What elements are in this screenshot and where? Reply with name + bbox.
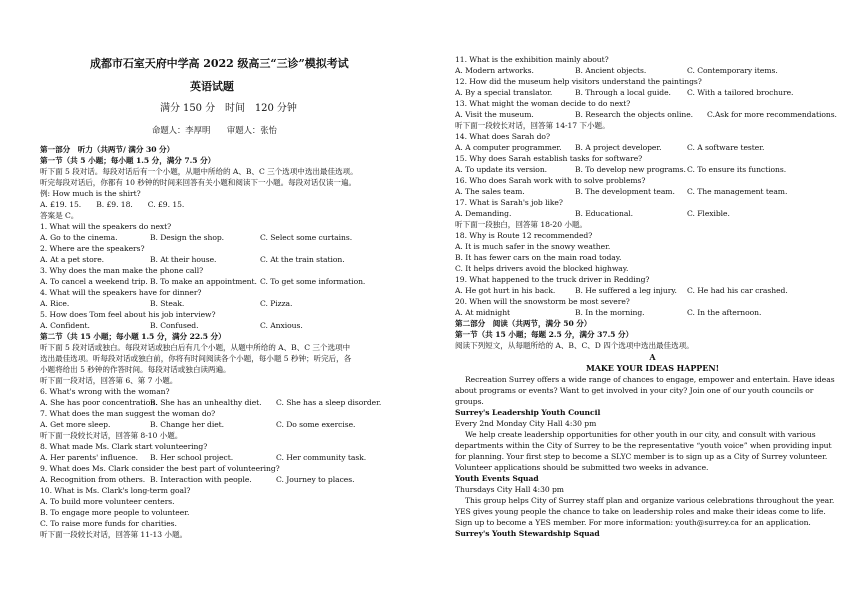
- option-b: B. To engage more people to volunteer.: [40, 508, 190, 517]
- example-question: 例: How much is the shirt?: [40, 189, 141, 198]
- option-c: C. At the train station.: [260, 255, 345, 264]
- option-c: C. It helps drivers avoid the blocked highway.: [455, 264, 629, 273]
- council-text-line: for planning. Your first step to become a SLYC member is to sign up as a City of Surrey volunteer.: [455, 452, 828, 461]
- option-b: B. In the morning.: [575, 308, 645, 317]
- listening-sec1-title: 第一节（共 5 小题；每小题 1.5 分，满分 7.5 分）: [40, 156, 216, 165]
- option-a: A. A computer programmer.: [455, 143, 562, 152]
- council-title: Surrey's Leadership Youth Council: [455, 408, 601, 417]
- option-c: C. To get some information.: [260, 277, 366, 286]
- option-b: B. Confused.: [150, 321, 199, 330]
- subject-title: 英语试题: [190, 80, 234, 93]
- question-stem: 16. Who does Sarah work with to solve problems?: [455, 176, 646, 185]
- option-a: A. At midnight: [455, 308, 511, 317]
- option-a: A. Demanding.: [455, 209, 512, 218]
- option-c: C.Ask for more recommendations.: [707, 110, 837, 119]
- question-stem: 3. Why does the man make the phone call?: [40, 266, 204, 275]
- passage-title: MAKE YOUR IDEAS HAPPEN!: [585, 363, 720, 373]
- option-c: C. Do some exercise.: [276, 420, 356, 429]
- option-c: C. To raise more funds for charities.: [40, 519, 177, 528]
- example-answer: 答案是 C。: [40, 211, 79, 220]
- sec2-instruction-line: 小题将给出 5 秒钟的作答时间。每段对话或独白读两遍。: [40, 365, 231, 374]
- option-a: A. By a special translator.: [455, 88, 553, 97]
- option-c: C. Pizza.: [260, 299, 293, 308]
- option-a: A. It is much safer in the snowy weather.: [455, 242, 611, 251]
- question-stem: 20. When will the snowstorm be most severe?: [455, 297, 630, 306]
- option-b: B. It has fewer cars on the main road today.: [455, 253, 622, 262]
- option-a: A. To build more volunteer centers.: [40, 497, 175, 506]
- listening-part-title: 第一部分 听力（共两节/ 满分 30 分）: [40, 145, 175, 154]
- reading-instruction: 阅读下列短文，从每题所给的 A、B、C、D 四个选项中选出最佳选项。: [455, 341, 694, 350]
- question-stem: 6. What's wrong with the woman?: [40, 387, 170, 396]
- council-text-line: Volunteer applications should be submitted two weeks in advance.: [455, 463, 709, 472]
- option-b: B. A project developer.: [575, 143, 662, 152]
- option-c: C. The management team.: [687, 187, 788, 196]
- passage-intro-line: groups.: [455, 397, 484, 406]
- option-c: C. With a tailored brochure.: [687, 88, 794, 97]
- question-stem: 5. How does Tom feel about his job interview?: [40, 310, 216, 319]
- squad-title: Youth Events Squad: [455, 474, 539, 483]
- question-stem: 13. What might the woman decide to do next?: [455, 99, 631, 108]
- option-b: B. Steak.: [150, 299, 185, 308]
- council-text-line: departments within the City of Surrey to be the representative “youth voice” when providing input: [455, 441, 832, 450]
- question-stem: 4. What will the speakers have for dinner?: [40, 288, 202, 297]
- question-stem: 1. What will the speakers do next?: [40, 222, 172, 231]
- dialogue-note: 听下面一段独白，回答第 18-20 小题。: [455, 220, 587, 229]
- question-stem: 15. Why does Sarah establish tasks for software?: [455, 154, 643, 163]
- council-time: Every 2nd Monday City Hall 4:30 pm: [455, 419, 597, 428]
- question-stem: 11. What is the exhibition mainly about?: [455, 55, 609, 64]
- squad-text-line: Sign up to become a YES member. For more information: youth@surrey.ca for an application.: [455, 518, 811, 527]
- option-a: A. She has poor concentration.: [40, 398, 158, 407]
- question-stem: 9. What does Ms. Clark consider the best part of volunteering?: [40, 464, 280, 473]
- question-stem: 17. What is Sarah's job like?: [455, 198, 563, 207]
- option-b: B. Change her diet.: [150, 420, 225, 429]
- option-b: B. At their house.: [150, 255, 217, 264]
- question-stem: 8. What made Ms. Clark start volunteering?: [40, 442, 208, 451]
- question-stem: 7. What does the man suggest the woman do?: [40, 409, 216, 418]
- option-b: B. Educational.: [575, 209, 634, 218]
- question-stem: 10. What is Ms. Clark's long-term goal?: [40, 486, 191, 495]
- option-a: A. Rice.: [40, 299, 70, 308]
- option-c: C. Her community task.: [276, 453, 367, 462]
- option-c: C. In the afternoon.: [687, 308, 762, 317]
- sec1-instruction-line: 听完每段对话后，你都有 10 秒钟的时间来回答有关小题和阅读下一小题。每段对话仅读一遍。: [40, 178, 357, 187]
- option-a: A. Her parents' influence.: [40, 453, 139, 462]
- option-b: B. Her school project.: [150, 453, 234, 462]
- question-stem: 18. Why is Route 12 recommended?: [455, 231, 593, 240]
- score-time: 满分 150 分 时间 120 分钟: [160, 103, 297, 114]
- option-c: C. She has a sleep disorder.: [276, 398, 382, 407]
- sec1-instruction-line: 听下面 5 段对话。每段对话后有一个小题，从题中所给的 A、B、C 三个选项中选出最佳选项。: [40, 167, 358, 176]
- option-a: A. Confident.: [40, 321, 90, 330]
- dialogue-note: 听下面一段较长对话，回答第 8-10 小题。: [40, 431, 183, 440]
- option-c: C. Journey to places.: [276, 475, 355, 484]
- option-b: B. Through a local guide.: [575, 88, 671, 97]
- option-b: B. He suffered a leg injury.: [575, 286, 677, 295]
- dialogue-note: 听下面一段较长对话，回答第 14-17 下小题。: [455, 121, 610, 130]
- question-stem: 14. What does Sarah do?: [455, 132, 550, 141]
- squad-text-line: YES gives young people the chance to take on leadership roles and make their ideas come to life.: [455, 507, 826, 516]
- sec2-instruction-line: 听下面 5 段对话或独白。每段对话或独白后有几个小题，从题中所给的 A、B、C 三个选项中: [40, 343, 351, 352]
- passage-label: A: [649, 352, 656, 362]
- option-b: B. She has an unhealthy diet.: [150, 398, 262, 407]
- option-a: A. To cancel a weekend trip.: [40, 277, 148, 286]
- stewardship-title: Surrey's Youth Stewardship Squad: [455, 529, 600, 538]
- question-stem: 19. What happened to the truck driver in Redding?: [455, 275, 650, 284]
- squad-time: Thursdays City Hall 4:30 pm: [455, 485, 564, 494]
- option-c: C. To ensure its functions.: [687, 165, 787, 174]
- question-stem: 2. Where are the speakers?: [40, 244, 145, 253]
- option-a: A. At a pet store.: [40, 255, 105, 264]
- option-a: A. To update its version.: [455, 165, 548, 174]
- sec2-instruction-line: 选出最佳选项。听每段对话或独白前，你将有时间阅读各个小题，每小题 5 秒钟；听完后，各: [40, 354, 352, 363]
- option-c: C. Contemporary items.: [687, 66, 778, 75]
- reading-part-title: 第二部分 阅读（共两节，满分 50 分）: [455, 319, 592, 328]
- passage-intro-line: Recreation Surrey offers a wide range of chances to engage, empower and entertain. Have ideas: [465, 375, 835, 384]
- option-b: B. Interaction with people.: [150, 475, 252, 484]
- authors: 命题人：李厚明 审题人：张怡: [152, 125, 277, 135]
- option-a: A. The sales team.: [455, 187, 525, 196]
- option-a: A. Get more sleep.: [40, 420, 111, 429]
- option-b: B. The development team.: [575, 187, 675, 196]
- option-c: C. Select some curtains.: [260, 233, 353, 242]
- option-b: B. Design the shop.: [150, 233, 225, 242]
- option-b: B. Research the objects online.: [575, 110, 694, 119]
- dialogue-note: 听下面一段较长对话，回答第 11-13 小题。: [40, 530, 188, 539]
- dialogue-note: 听下面一段对话，回答第 6、第 7 小题。: [40, 376, 178, 385]
- listening-sec2-title: 第二节（共 15 小题；每小题 1.5 分，满分 22.5 分）: [40, 332, 226, 341]
- option-a: A. Visit the museum.: [455, 110, 534, 119]
- option-b: B. To develop new programs.: [575, 165, 686, 174]
- option-c: C. A software tester.: [687, 143, 765, 152]
- question-stem: 12. How did the museum help visitors understand the paintings?: [455, 77, 702, 86]
- option-c: C. Anxious.: [260, 321, 303, 330]
- option-a: A. Modern artworks.: [455, 66, 534, 75]
- example-options: A. £19. 15. B. £9. 18. C. £9. 15.: [40, 200, 185, 209]
- option-b: B. Ancient objects.: [575, 66, 647, 75]
- school-title: 成都市石室天府中学高 2022 级高三“三诊”模拟考试: [90, 57, 349, 70]
- option-b: B. To make an appointment.: [150, 277, 257, 286]
- option-a: A. He got hurt in his back.: [455, 286, 556, 295]
- passage-intro-line: about programs or events? Want to get involved in your city? Join one of our youth councils or: [455, 386, 814, 395]
- option-c: C. He had his car crashed.: [687, 286, 788, 295]
- council-text-line: We help create leadership opportunities for other youth in our city, and consult with various: [465, 430, 816, 439]
- option-a: A. Recognition from others.: [40, 475, 146, 484]
- option-a: A. Go to the cinema.: [40, 233, 118, 242]
- option-c: C. Flexible.: [687, 209, 730, 218]
- reading-sec1-title: 第一节（共 15 小题；每题 2.5 分，满分 37.5 分）: [455, 330, 634, 339]
- squad-text-line: This group helps City of Surrey staff plan and organize various celebrations throughout the year.: [465, 496, 835, 505]
